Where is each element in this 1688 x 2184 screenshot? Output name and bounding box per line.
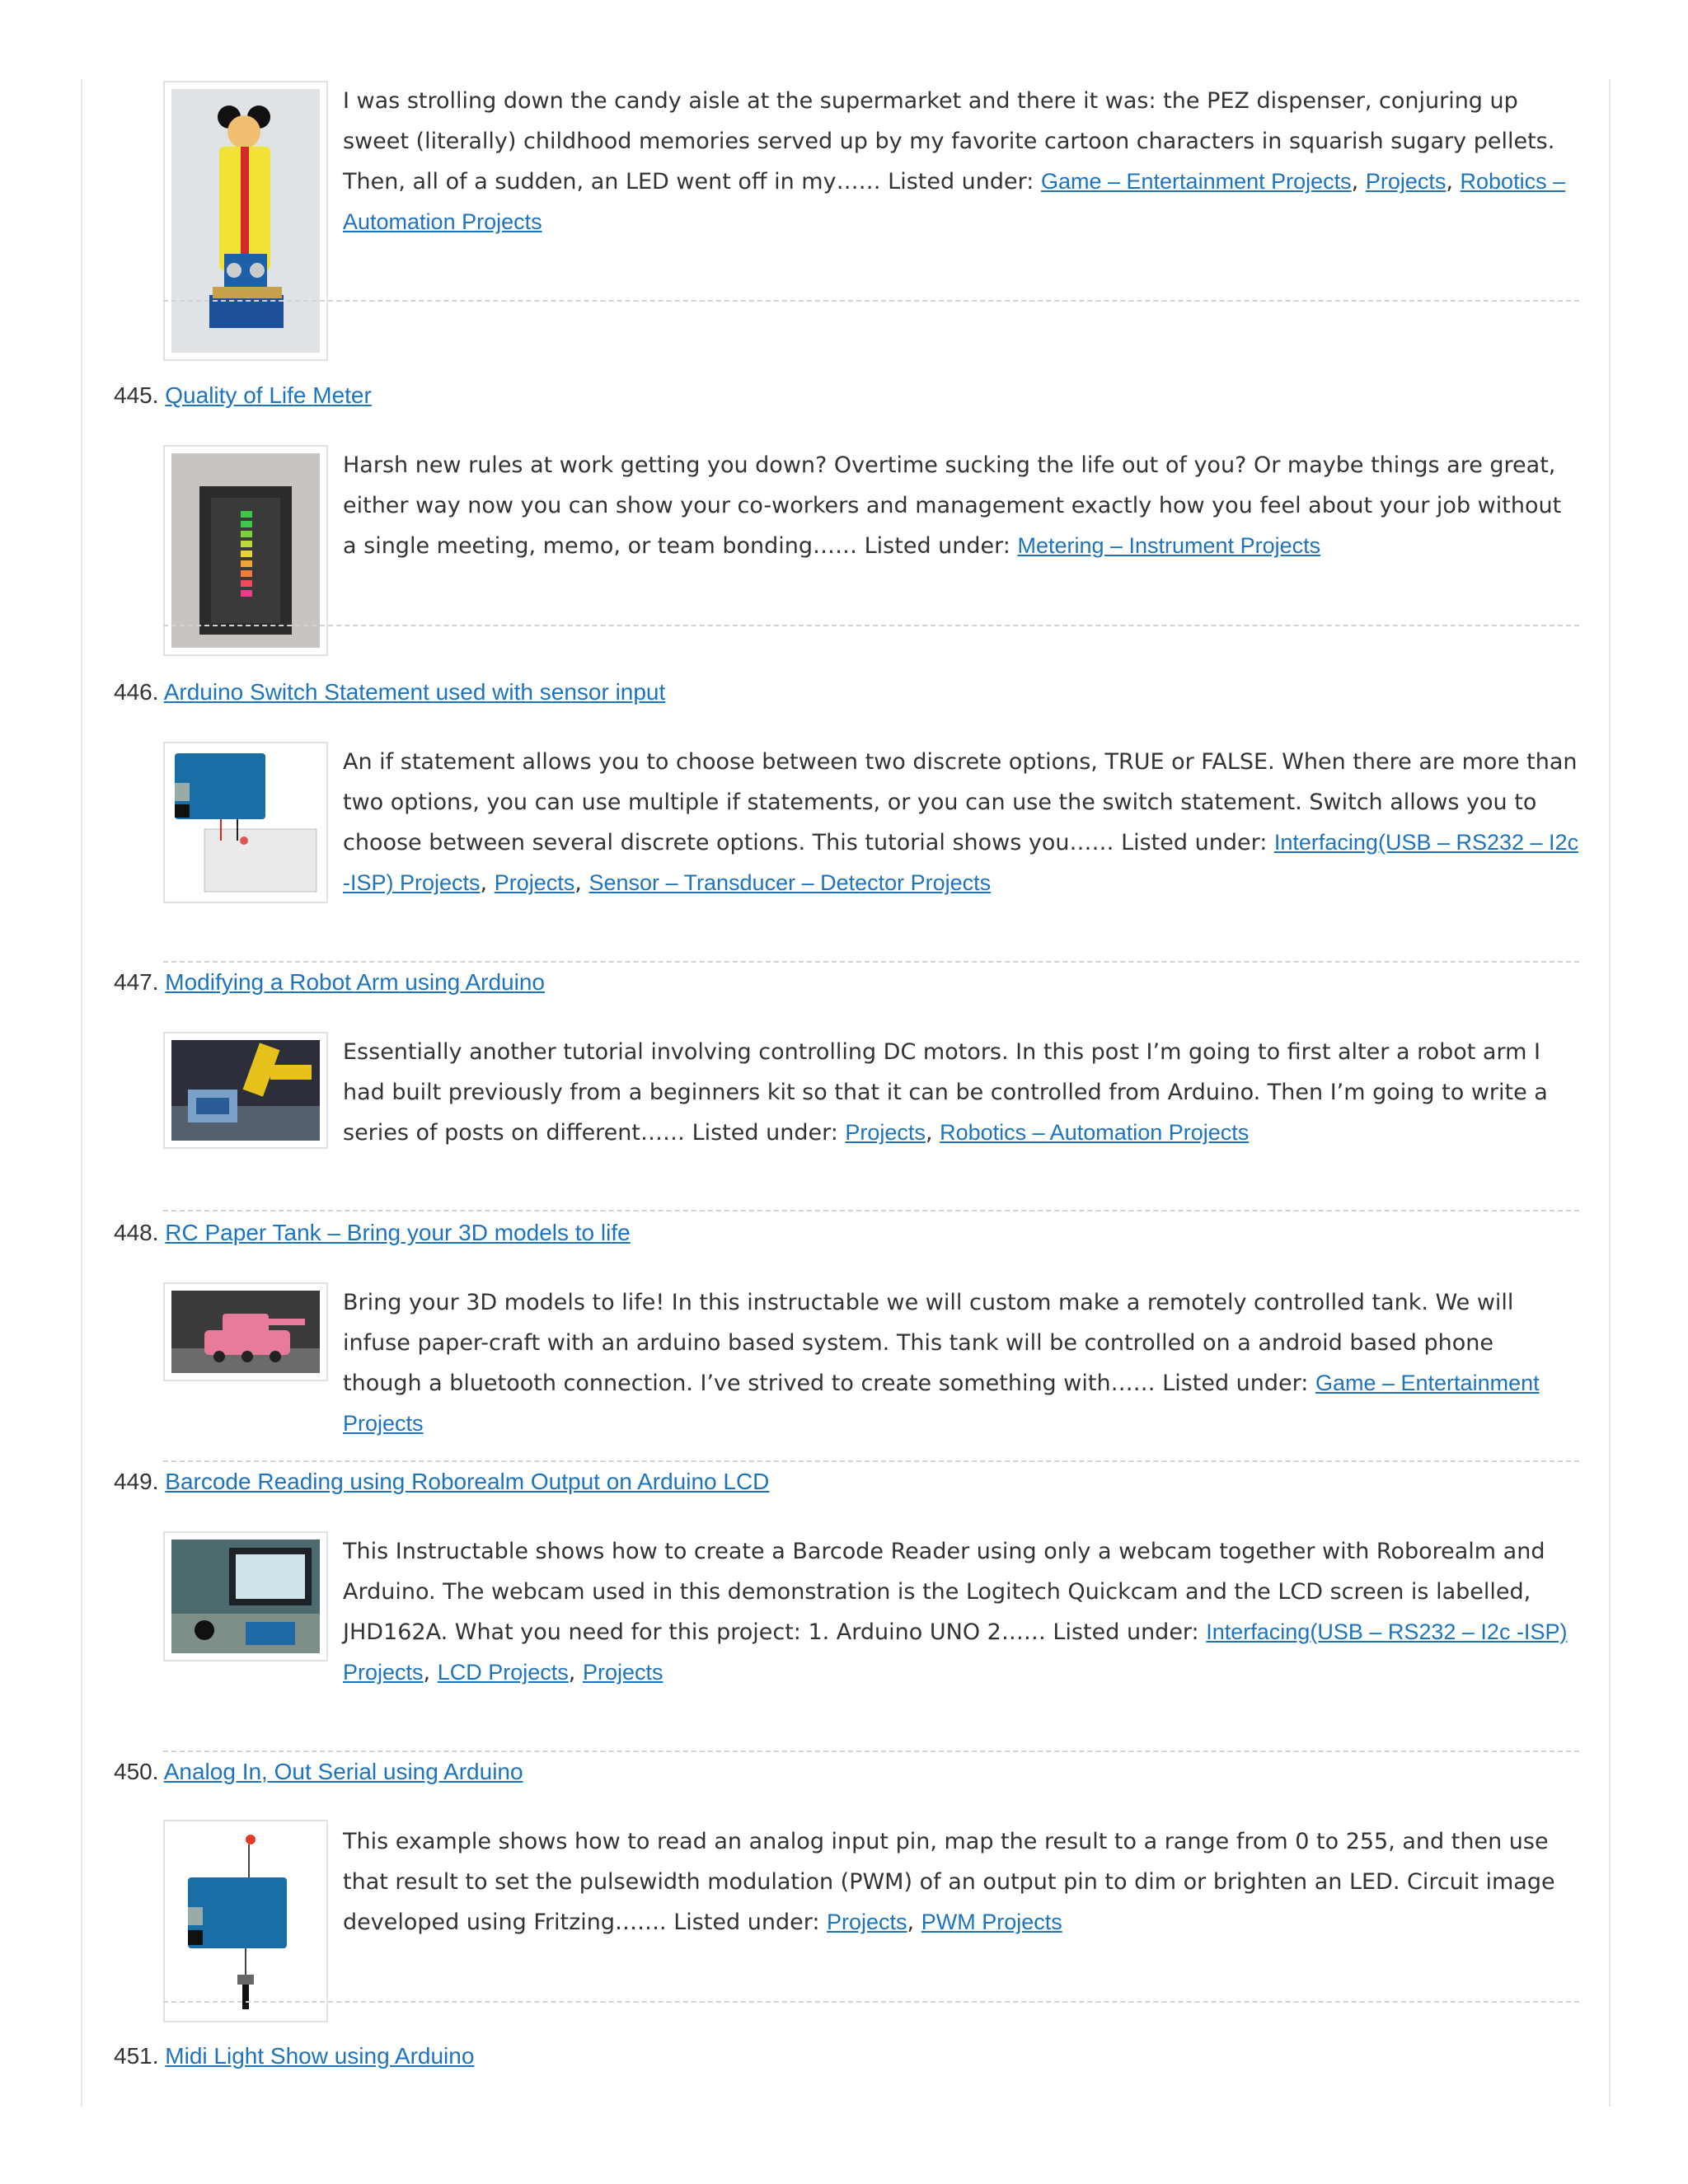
project-description: Essentially another tutorial involving controlling DC motors. In this post I’m going to first alter a robot arm I had built previously from a beginners kit so that it can be controlled from Arduino. Then I’m going to write a series of posts on different…… Listed under: Projects, Robotics – Automation Projects [343, 1039, 1548, 1146]
project-title-link[interactable]: Midi Light Show using Arduino [165, 2043, 475, 2069]
content-left-border [81, 79, 82, 2107]
category-link[interactable]: Interfacing(USB – RS232 – I2c -ISP) Projects [343, 1619, 1568, 1685]
category-link[interactable]: LCD Projects [437, 1660, 569, 1685]
category-link[interactable]: Robotics – Automation Projects [343, 169, 1566, 234]
arduino-breadboard-image [171, 750, 320, 895]
category-link[interactable]: Game – Entertainment Projects [1040, 169, 1352, 194]
project-thumbnail[interactable] [163, 742, 328, 903]
barcode-setup-image [171, 1540, 320, 1653]
project-title: 447. Modifying a Robot Arm using Arduino [114, 969, 545, 995]
entry-divider [163, 2001, 1579, 2003]
project-title: 451. Midi Light Show using Arduino [114, 2043, 475, 2069]
entry-divider [163, 1750, 1579, 1752]
robot-arm-image [171, 1040, 320, 1141]
project-title: 449. Barcode Reading using Roborealm Output on Arduino LCD [114, 1469, 770, 1494]
project-thumbnail[interactable] [163, 1032, 328, 1149]
entry-divider [163, 961, 1579, 963]
content-right-border [1609, 79, 1611, 2107]
project-description: Bring your 3D models to life! In this instructable we will custom make a remotely controlled tank. We will infuse paper-craft with an arduino based system. This tank will be controlled on a android based phone though a bluetooth connection. I’ve strived to create something with…… Listed under: Game – Entertainment Projects [343, 1290, 1540, 1436]
arduino-pot-led-image [171, 1828, 320, 2014]
project-description: I was strolling down the candy aisle at the supermarket and there it was: the PEZ dispenser, conjuring up sweet (literally) childhood memories served up by my favorite cartoon characters in squarish sugary pellets. Then, all of a sudden, an LED went off in my…… Listed under: Game – Entertainment Projects, Projects, Robotics – Automation Projects [343, 88, 1566, 234]
project-title-link[interactable]: Analog In, Out Serial using Arduino [163, 1759, 523, 1784]
project-title: 445. Quality of Life Meter [114, 382, 372, 408]
project-title-link[interactable]: Modifying a Robot Arm using Arduino [165, 969, 545, 995]
project-thumbnail[interactable] [163, 1820, 328, 2022]
project-title-link[interactable]: Arduino Switch Statement used with sensor input [163, 679, 666, 705]
project-description: This example shows how to read an analog input pin, map the result to a range from 0 to 255, and then use that result to set the pulsewidth modulation (PWM) of an output pin to dim or brighten an LED. Circuit image developed using Fritzing……. Listed under: Projects, PWM Projects [343, 1829, 1555, 1935]
entry-divider [163, 625, 1579, 626]
category-link[interactable]: Interfacing(USB – RS232 – I2c -ISP) Projects [343, 830, 1579, 895]
category-link[interactable]: PWM Projects [921, 1910, 1062, 1934]
project-description: This Instructable shows how to create a Barcode Reader using only a webcam together with Roborealm and Arduino. The webcam used in this demonstration is the Logitech Quickcam and the LCD screen is labelled, JHD162A. What you need for this project: 1. Arduino UNO 2…… Listed under: Interfacing(USB – RS232 – I2c -ISP) Projects, LCD Projects, Projects [343, 1539, 1568, 1685]
pez-robot-image [171, 89, 320, 353]
project-thumbnail[interactable] [163, 1282, 328, 1381]
category-link[interactable]: Sensor – Transducer – Detector Projects [588, 870, 992, 895]
entry-divider [163, 1460, 1579, 1462]
category-link[interactable]: Projects [845, 1120, 926, 1145]
category-link[interactable]: Metering – Instrument Projects [1017, 533, 1321, 558]
entry-divider [163, 300, 1579, 302]
category-link[interactable]: Projects [494, 870, 575, 895]
category-link[interactable]: Projects [582, 1660, 663, 1685]
project-title: 446. Arduino Switch Statement used with sensor input [114, 679, 666, 705]
project-description: An if statement allows you to choose between two discrete options, TRUE or FALSE. When there are more than two options, you can use multiple if statements, or you can use the switch statement. Switch allows you to choose between several discrete options. This tutorial shows you…… Listed under: Interfacing(USB – RS232 – I2c -ISP) Projects, Projects, Sensor – Transducer – Detector Projects [343, 749, 1579, 896]
project-title: 450. Analog In, Out Serial using Arduino [114, 1759, 523, 1784]
project-title-link[interactable]: Barcode Reading using Roborealm Output on Arduino LCD [165, 1469, 770, 1494]
project-thumbnail[interactable] [163, 1531, 328, 1661]
paper-tank-image [171, 1291, 320, 1373]
category-link[interactable]: Projects [1365, 169, 1447, 194]
category-link[interactable]: Projects [827, 1910, 907, 1934]
project-title-link[interactable]: RC Paper Tank – Bring your 3D models to life [165, 1220, 631, 1245]
project-title-link[interactable]: Quality of Life Meter [165, 382, 372, 408]
led-meter-image [171, 453, 320, 648]
project-thumbnail[interactable] [163, 81, 328, 361]
project-title: 448. RC Paper Tank – Bring your 3D models to life [114, 1220, 631, 1245]
category-link[interactable]: Game – Entertainment Projects [343, 1371, 1540, 1436]
category-link[interactable]: Robotics – Automation Projects [940, 1120, 1250, 1145]
entry-divider [163, 1210, 1579, 1212]
project-description: Harsh new rules at work getting you down? Overtime sucking the life out of you? Or maybe things are great, either way now you can show your co-workers and management exactly how you feel about your job without a single meeting, memo, or team bonding…… Listed under: Metering – Instrument Projects [343, 452, 1562, 559]
